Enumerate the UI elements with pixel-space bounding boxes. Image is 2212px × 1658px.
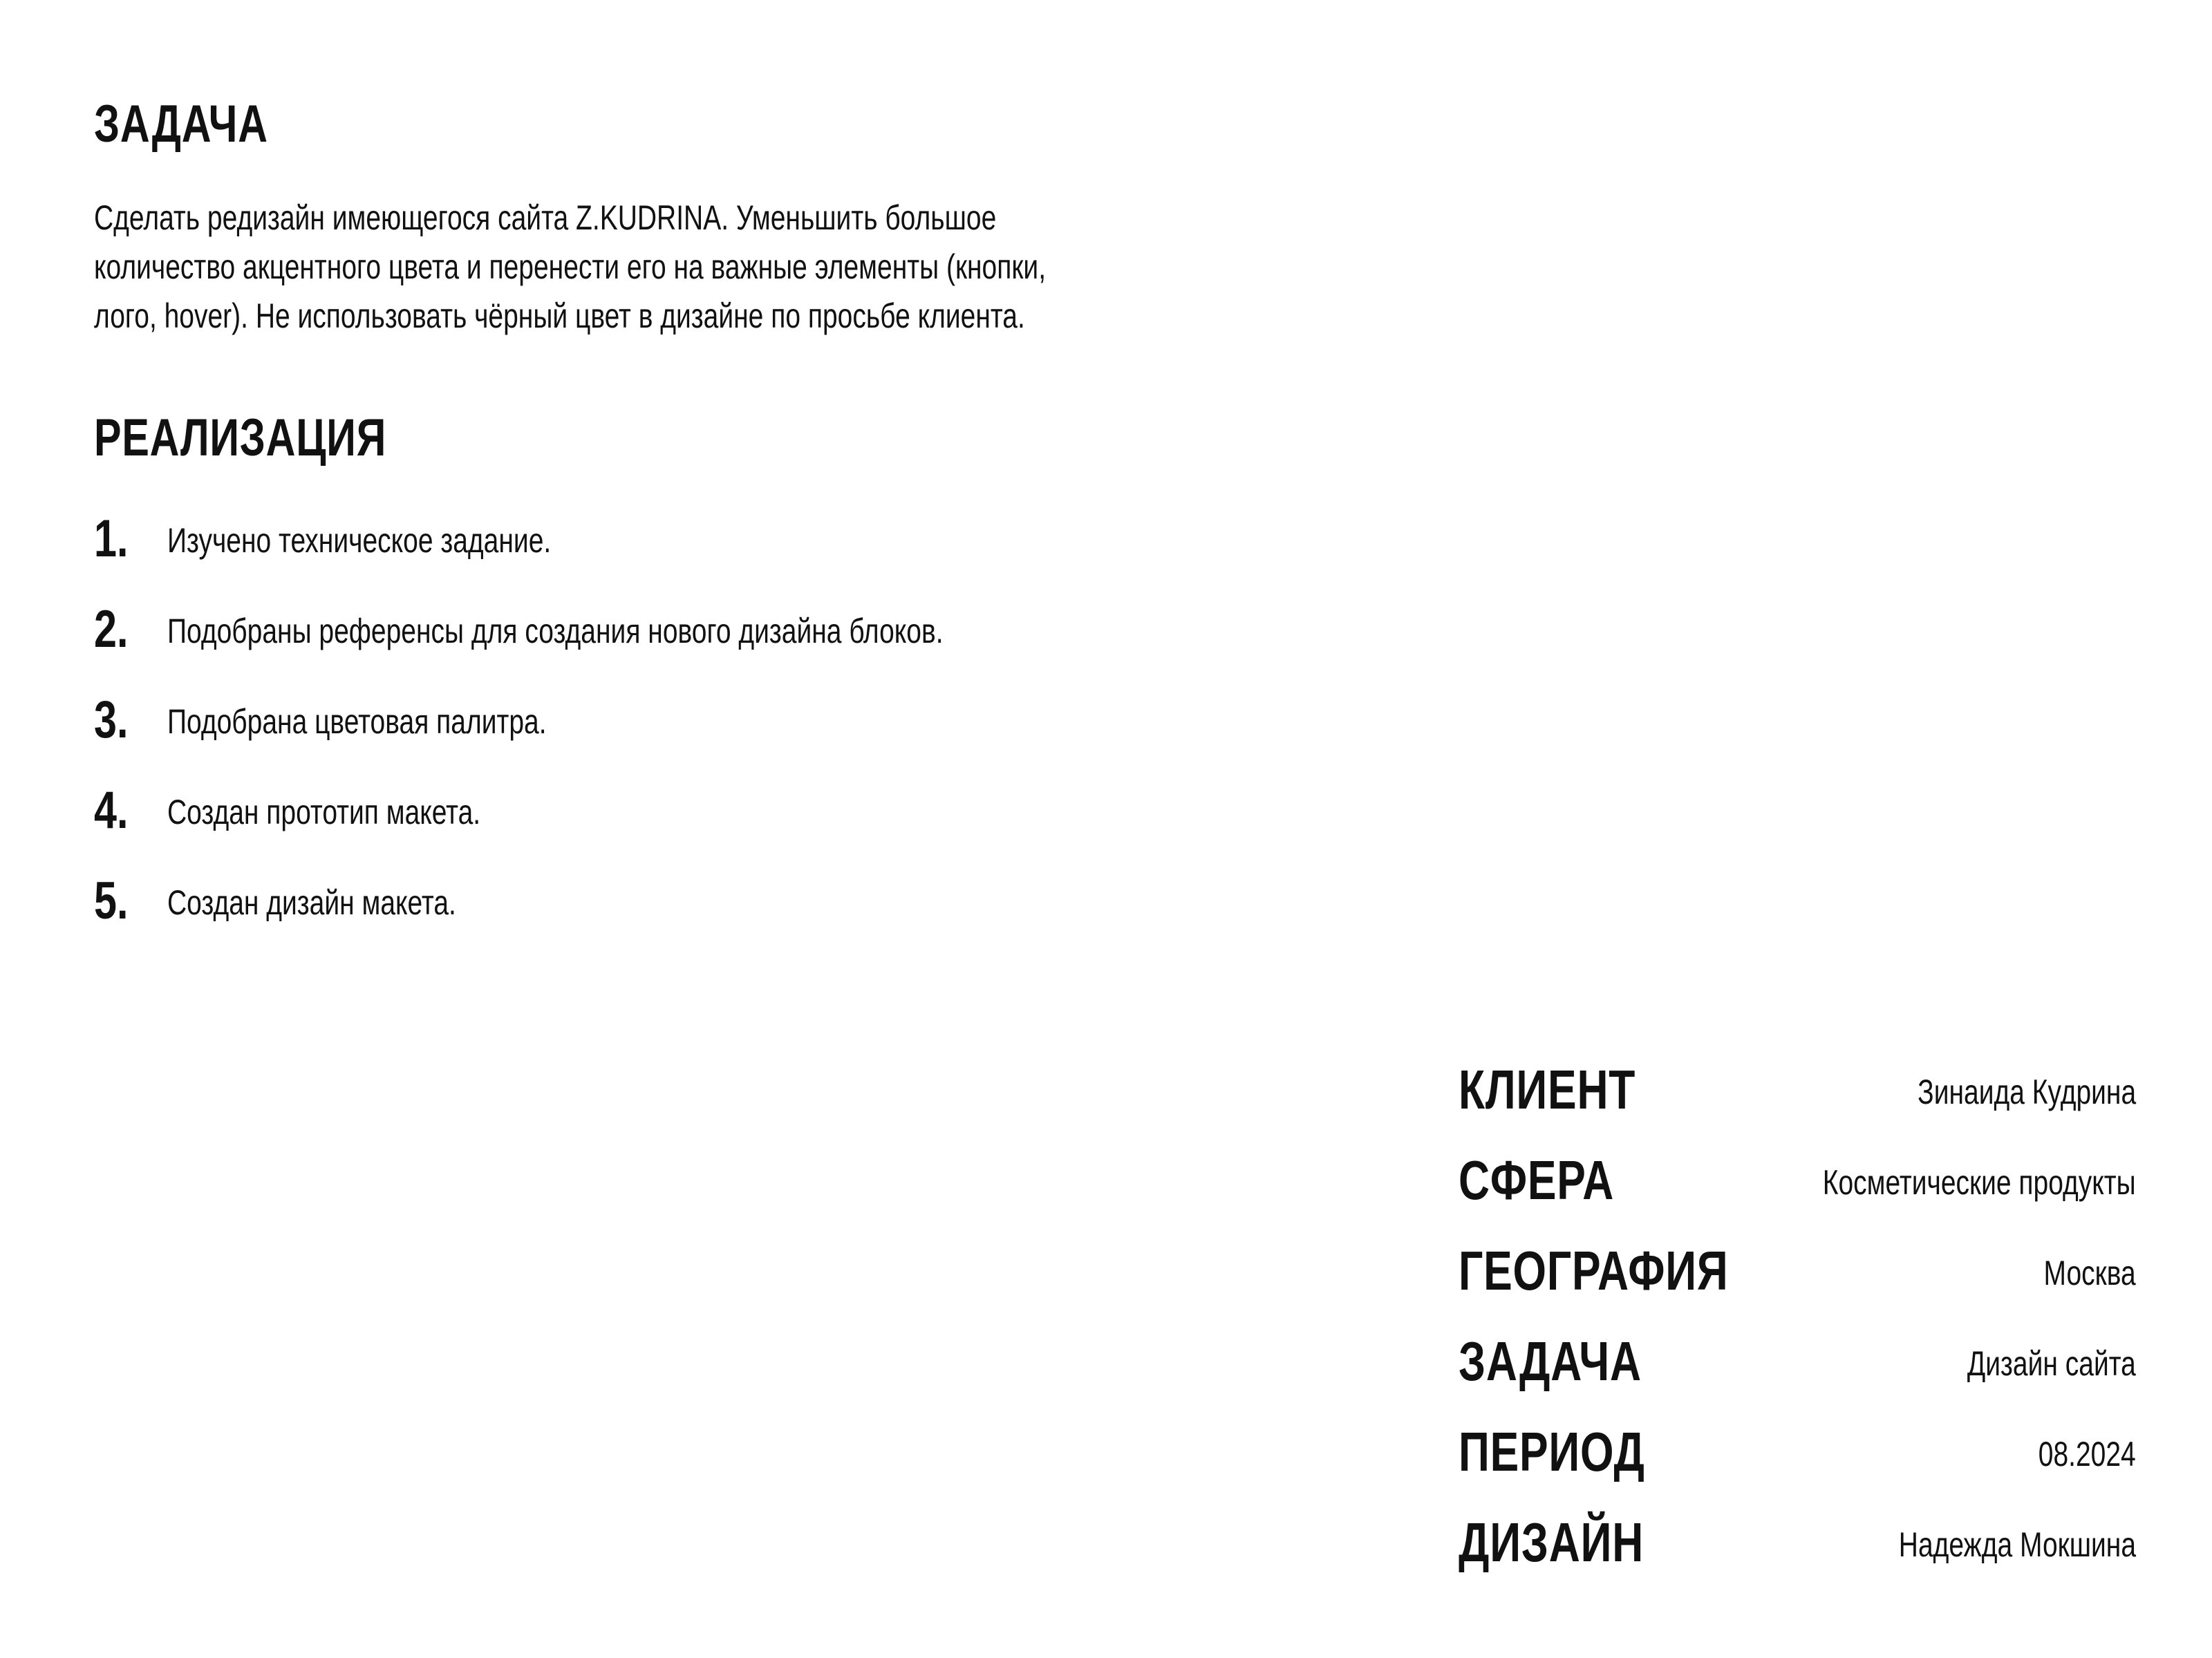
info-key: СФЕРА — [1459, 1149, 1615, 1211]
info-key: КЛИЕНТ — [1459, 1059, 1636, 1120]
info-key: ДИЗАЙН — [1459, 1511, 1644, 1573]
step-text: Создан прототип макета. — [167, 793, 481, 831]
info-value: Надежда Мокшина — [1898, 1525, 2136, 1564]
step-number: 5. — [94, 872, 129, 930]
task-description-line: количество акцентного цвета и перенести его на важные элементы (кнопки, — [94, 247, 1047, 286]
info-value: Зинаида Кудрина — [1917, 1073, 2136, 1111]
info-row-design — [1459, 1511, 2136, 1602]
info-row-client — [1459, 1059, 2136, 1149]
step-number: 4. — [94, 781, 129, 840]
task-description — [94, 194, 1269, 341]
implementation-heading-text: РЕАЛИЗАЦИЯ — [94, 408, 387, 467]
info-key: ПЕРИОД — [1459, 1421, 1645, 1482]
info-row-geography — [1459, 1240, 2136, 1330]
info-row-sphere — [1459, 1149, 2136, 1240]
step-number: 2. — [94, 600, 129, 659]
step-text: Подобраны референсы для создания нового дизайна блоков. — [167, 612, 944, 650]
task-description-line: лого, hover). Не использовать чёрный цвет в дизайне по просьбе клиента. — [94, 296, 1025, 335]
info-key: ГЕОГРАФИЯ — [1459, 1240, 1729, 1301]
info-row-task — [1459, 1330, 2136, 1421]
info-value: Косметические продукты — [1823, 1163, 2136, 1202]
info-value: 08.2024 — [2038, 1435, 2136, 1473]
info-key: ЗАДАЧА — [1459, 1330, 1642, 1392]
info-row-period — [1459, 1421, 2136, 1511]
info-value: Дизайн сайта — [1967, 1344, 2136, 1383]
step-text: Изучено техническое задание. — [167, 521, 552, 560]
info-value: Москва — [2043, 1254, 2136, 1292]
implementation-heading — [94, 408, 469, 467]
task-description-line: Сделать редизайн имеющегося сайта Z.KUDRINA. Уменьшить большое — [94, 198, 997, 237]
task-heading — [94, 95, 317, 153]
step-number: 3. — [94, 690, 129, 749]
step-text: Подобрана цветовая палитра. — [167, 702, 547, 741]
step-number: 1. — [94, 509, 129, 568]
task-heading-text: ЗАДАЧА — [94, 95, 268, 153]
project-info-table — [1459, 1059, 2136, 1602]
step-text: Создан дизайн макета. — [167, 883, 456, 922]
